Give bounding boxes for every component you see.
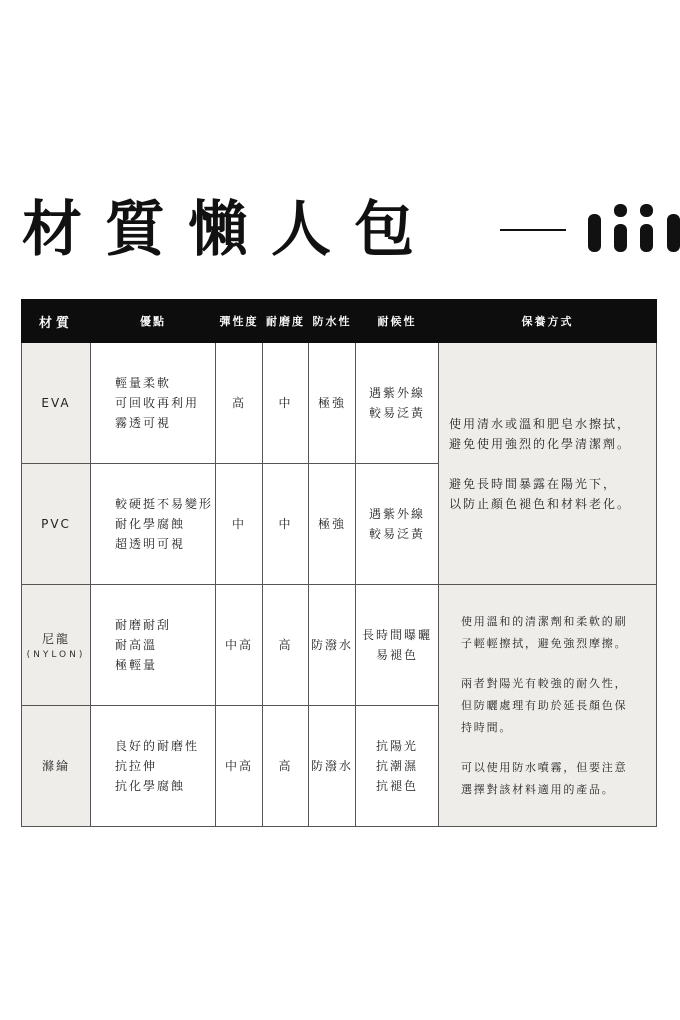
header-care: 保養方式: [439, 300, 657, 343]
header-waterproof: 防水性: [309, 300, 356, 343]
care-line: 子輕輕擦拭，避免強烈摩擦。: [461, 636, 628, 650]
feature-item: 霧透可視: [115, 416, 172, 430]
care-line: 持時間。: [461, 720, 513, 734]
care-cell-fabric: [439, 585, 657, 827]
material-name: 滌綸: [41, 759, 70, 773]
weather-item: 抗潮濕: [375, 759, 418, 773]
care-gap: [449, 454, 656, 474]
waterproof-cell: 防潑水: [309, 706, 356, 827]
care-gap: [461, 655, 656, 673]
title-divider: [500, 229, 566, 231]
waterproof-cell: 極強: [309, 343, 356, 464]
features-cell: [91, 464, 216, 585]
material-cell: [22, 585, 91, 706]
header-material: 材質: [22, 300, 91, 343]
brand-logo: [588, 204, 680, 252]
material-subname: (NYLON): [26, 650, 86, 660]
feature-item: 耐磨耐刮: [115, 618, 172, 632]
care-line: 以防止顏色褪色和材料老化。: [449, 496, 632, 511]
feature-item: 抗拉伸: [115, 759, 158, 773]
feature-item: 超透明可視: [115, 537, 186, 551]
care-gap: [461, 739, 656, 757]
care-line: 避免長時間暴露在陽光下，: [449, 476, 618, 491]
waterproof-cell: 防潑水: [309, 585, 356, 706]
weather-cell: [356, 585, 439, 706]
care-line: 使用清水或溫和肥皂水擦拭，: [449, 416, 632, 431]
header-elasticity: 彈性度: [216, 300, 263, 343]
care-line: 可以使用防水噴霧，但要注意: [461, 760, 628, 774]
material-name: 尼龍: [41, 632, 70, 646]
features-cell: [91, 585, 216, 706]
care-line: 選擇對該材料適用的產品。: [461, 782, 615, 796]
weather-cell: [356, 464, 439, 585]
table-header-row: [22, 300, 657, 343]
weather-item: 遇紫外線: [368, 507, 425, 521]
header-features: 優點: [91, 300, 216, 343]
header-abrasion: 耐磨度: [263, 300, 309, 343]
care-line: 但防曬處理有助於延長顏色保: [461, 698, 628, 712]
table-row: [22, 343, 657, 464]
care-line: 避免使用強烈的化學清潔劑。: [449, 436, 632, 451]
abrasion-cell: 中: [263, 464, 309, 585]
title-row: [22, 192, 662, 272]
table-row: [22, 585, 657, 706]
weather-item: 較易泛黃: [368, 406, 425, 420]
waterproof-cell: 極強: [309, 464, 356, 585]
feature-item: 輕量柔軟: [115, 376, 172, 390]
care-line: 使用溫和的清潔劑和柔軟的刷: [461, 614, 628, 628]
features-cell: [91, 343, 216, 464]
feature-item: 耐化學腐蝕: [115, 517, 186, 531]
abrasion-cell: 高: [263, 585, 309, 706]
care-cell-plastic: [439, 343, 657, 585]
weather-item: 較易泛黃: [368, 527, 425, 541]
material-cell: [22, 343, 91, 464]
feature-item: 抗化學腐蝕: [115, 779, 186, 793]
abrasion-cell: 中: [263, 343, 309, 464]
elasticity-cell: 中高: [216, 585, 263, 706]
header-weather: 耐候性: [356, 300, 439, 343]
feature-item: 良好的耐磨性: [115, 739, 200, 753]
feature-item: 可回收再利用: [115, 396, 200, 410]
weather-cell: [356, 343, 439, 464]
weather-item: 長時間曝曬: [361, 628, 432, 642]
elasticity-cell: 中: [216, 464, 263, 585]
weather-item: 易褪色: [375, 648, 418, 662]
feature-item: 極輕量: [115, 658, 158, 672]
materials-table: [21, 299, 657, 827]
elasticity-cell: 中高: [216, 706, 263, 827]
care-line: 兩者對陽光有較強的耐久性，: [461, 676, 628, 690]
material-cell: [22, 464, 91, 585]
material-name: EVA: [41, 396, 71, 410]
weather-item: 遇紫外線: [368, 386, 425, 400]
weather-item: 抗褪色: [375, 779, 418, 793]
material-name: PVC: [41, 517, 71, 531]
page-title: 材質懶人包: [22, 195, 437, 265]
elasticity-cell: 高: [216, 343, 263, 464]
abrasion-cell: 高: [263, 706, 309, 827]
weather-item: 抗陽光: [375, 739, 418, 753]
weather-cell: [356, 706, 439, 827]
features-cell: [91, 706, 216, 827]
feature-item: 較硬挺不易變形: [115, 497, 214, 511]
feature-item: 耐高溫: [115, 638, 158, 652]
material-cell: [22, 706, 91, 827]
